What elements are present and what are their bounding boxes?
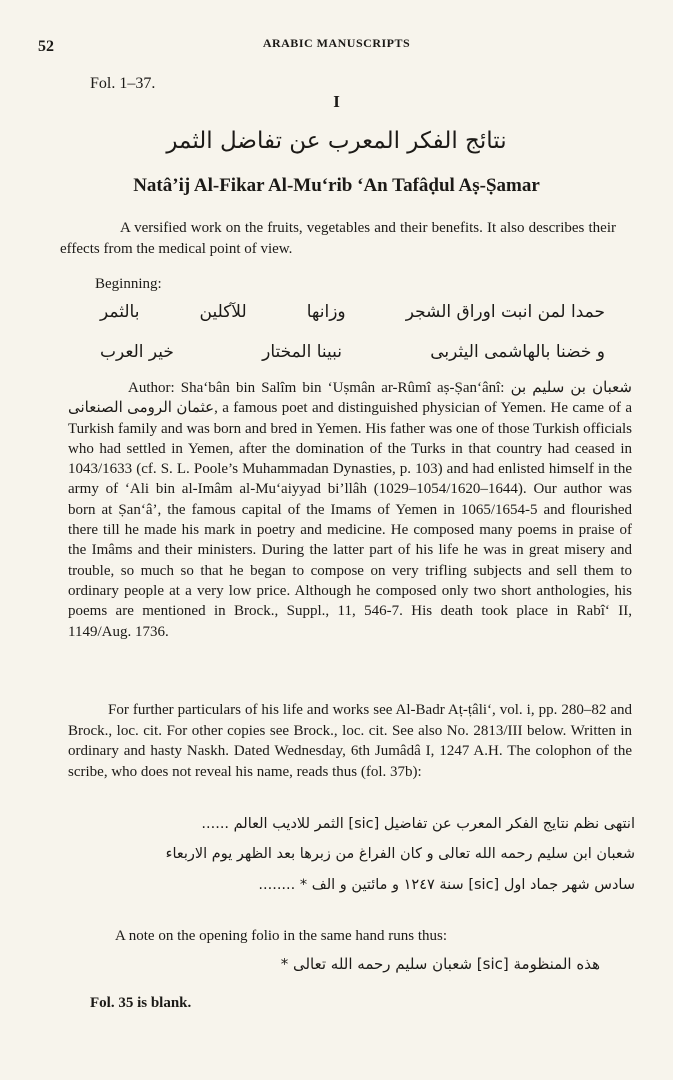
further-particulars-paragraph: For further particulars of his life and works see Al-Badr Aṭ-ṭâli‘, vol. i, pp. 280–82 and Brock., loc. cit. For other copies see Brock., loc. cit. See also No. 2813/III below. Written in ordinary and hasty Naskh. Dated Wednesday, 6th Jumâdâ I, 1247 A.H. The colophon of the scribe, who does not reveal his name, reads thus (fol. 37b): — [68, 702, 632, 780]
verse-2-part-2: نبينا المختار — [262, 342, 343, 362]
section-number: I — [333, 92, 340, 111]
verse-2-part-1: و خضنا بالهاشمى اليثربى — [430, 342, 605, 362]
verse-1-part-2: وزانها — [306, 302, 346, 322]
verse-line-2 — [100, 342, 605, 362]
verse-1-part-4: بالثمر — [100, 302, 140, 322]
verse-line-1 — [100, 302, 605, 322]
note-arabic: هذه المنظومة [sic] شعبان سليم رحمه الله تعالى * — [280, 955, 600, 973]
folio-range: Fol. 1–37. — [90, 75, 156, 92]
note-label: A note on the opening folio in the same hand runs thus: — [115, 928, 448, 944]
beginning-label: Beginning: — [95, 276, 162, 292]
verse-1-part-3: للآكلين — [199, 302, 247, 322]
colophon-line-3: سادس شهر جماد اول [sic] سنة ١٢٤٧ و مائتين و الف * ........ — [258, 877, 635, 893]
colophon-line-1: انتهى نظم نتايج الفكر المعرب عن تفاضيل [sic] الثمر للاديب العالم ...... — [201, 816, 635, 832]
colophon-line-2: شعبان ابن سليم رحمه الله تعالى و كان الفراغ من زبرها بعد الظهر يوم الاربعاء — [165, 846, 635, 862]
arabic-title: نتائج الفكر المعرب عن تفاضل الثمر — [166, 128, 507, 154]
running-head: ARABIC MANUSCRIPTS — [262, 36, 411, 50]
blank-folio-note: Fol. 35 is blank. — [90, 995, 192, 1011]
page-number: 52 — [38, 38, 54, 55]
verse-1-part-1: حمدا لمن انبت اوراق الشجر — [405, 302, 605, 322]
author-paragraph: Author: Sha‘bân bin Salîm bin ‘Uṣmân ar-Rûmî aṣ-Ṣan‘ânî: شعبان بن سليم بن عثمان الرومى الصنعانى, a famous poet and distinguished physician of Yemen. He came of a Turkish family and was born and bred in Yemen. His father was one of those Turkish officials who had settled in Yemen, after the domination of the Turks in that country had ceased in 1043/1633 (cf. S. L. Poole’s Muhammadan Dynasties, p. 103) and had enlisted himself in the army of ‘Ali bin al-Imâm al-Mu‘aiyyad bi’llâh (1029–1054/1620–1644). Our author was born at Ṣan‘â’, the famous capital of the Imams of Yemen in 1065/1654-5 and flourished there till he made his mark in poetry and medicine. He composed many poems in praise of the Imâms and their ministers. During the latter part of his life he was in great misery and trouble, so much so that he began to compose on very trifling subjects and sell them to ordinary people at a very low price. Although he composed only two short anthologies, his poems are mentioned in Brock., Suppl., 11, 546-7. His death took place in Rabî‘ II, 1149/Aug. 1736. — [68, 380, 632, 640]
transliterated-title: Natâ’ij Al-Fikar Al-Mu‘rib ‘An Tafâḍul Aṣ-Ṣamar — [133, 175, 540, 196]
description-paragraph: A versified work on the fruits, vegetables and their benefits. It also describes their effects from the medical point of view. — [60, 220, 616, 257]
verse-2-part-3: خير العرب — [100, 342, 174, 362]
